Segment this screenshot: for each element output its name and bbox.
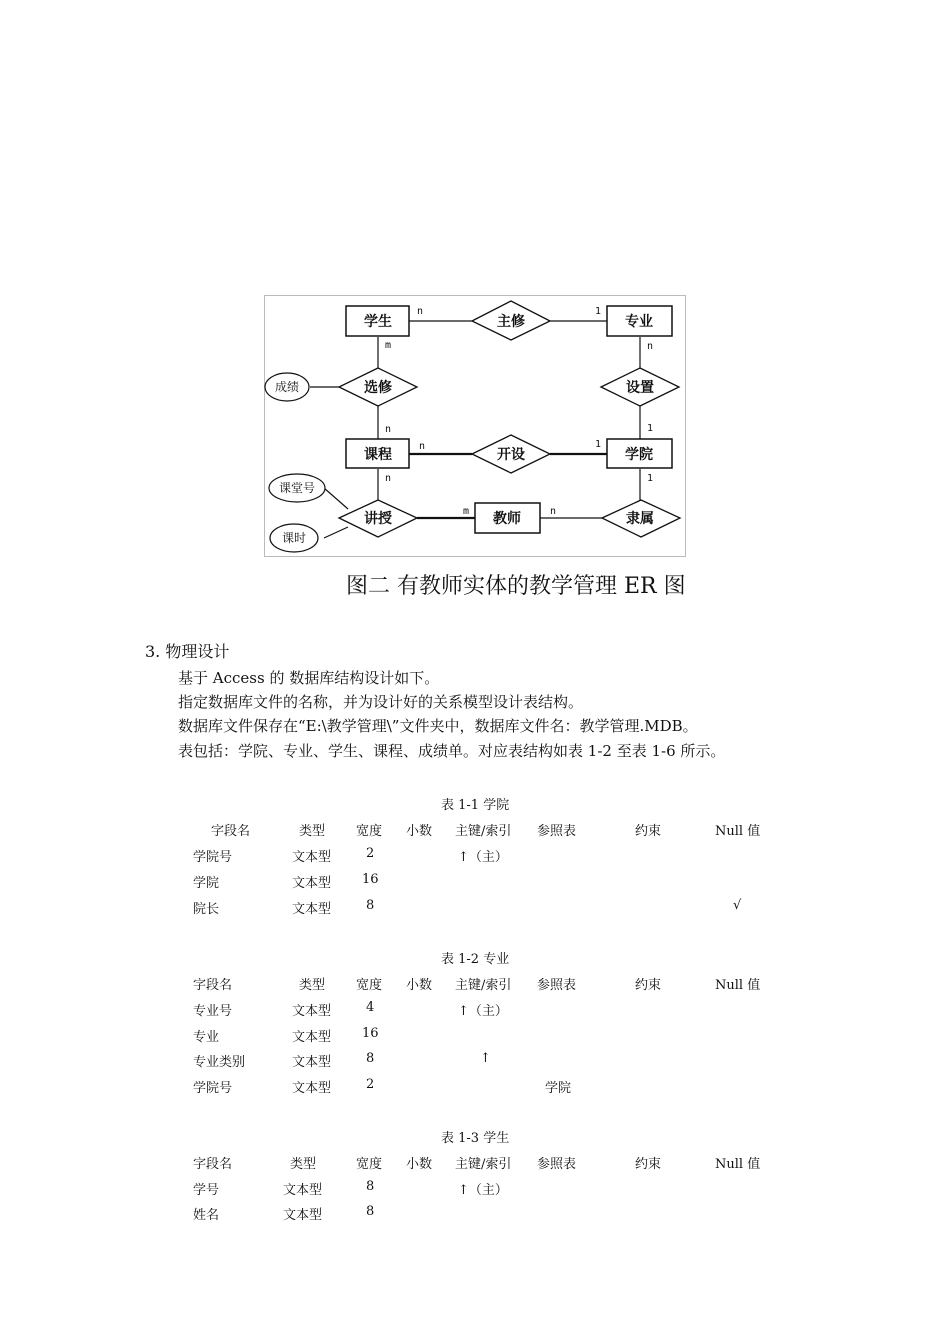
entity-student: [346, 306, 409, 336]
relation-select-label: 选修: [364, 380, 392, 396]
header-cell: 约束: [635, 978, 662, 993]
table-cell: 2: [366, 1077, 375, 1092]
header-cell: Null 值: [715, 1157, 761, 1172]
table-cell: 学号: [193, 1183, 220, 1198]
card-course-teach: n: [385, 473, 392, 484]
attribute-grade-label: 成绩: [274, 380, 300, 394]
entity-college-label: 学院: [625, 447, 653, 463]
table-cell: 8: [366, 1179, 375, 1194]
er-diagram: [264, 295, 686, 557]
table-title: 表 1-1 学院: [441, 798, 510, 813]
table-cell: 文本型: [292, 1030, 332, 1045]
header-cell: Null 值: [715, 824, 761, 839]
table-cell: ↑: [480, 1051, 491, 1066]
table-cell: 学院: [545, 1081, 572, 1096]
paragraph-1: 基于 Access 的 数据库结构设计如下。: [178, 669, 440, 687]
card-student-select: m: [385, 340, 392, 351]
table-cell: 姓名: [193, 1208, 220, 1223]
header-cell: 约束: [635, 824, 662, 839]
table-cell: 8: [366, 898, 375, 913]
section-heading: 3. 物理设计: [145, 642, 230, 661]
header-cell: 宽度: [356, 824, 383, 839]
relation-setup-label: 设置: [626, 380, 654, 396]
table-cell: 学院号: [193, 850, 233, 865]
table-cell: √: [733, 898, 742, 913]
paragraph-2: 指定数据库文件的名称，并为设计好的关系模型设计表结构。: [178, 693, 584, 711]
entity-teacher: [475, 503, 540, 533]
relation-major-in-label: 主修: [497, 314, 525, 330]
header-cell: 字段名: [193, 1157, 233, 1172]
card-teacher-teach: m: [463, 506, 470, 517]
table-cell: 院长: [193, 902, 220, 917]
entity-course: [346, 439, 409, 468]
attribute-class-no-label: 课堂号: [278, 481, 316, 495]
header-cell: 宽度: [356, 1157, 383, 1172]
card-major-setup: n: [647, 341, 654, 352]
table-cell: 专业号: [193, 1004, 233, 1019]
paragraph-3: 数据库文件保存在“E:\教学管理\”文件夹中，数据库文件名：教学管理.MDB。: [178, 717, 698, 735]
attribute-hours: [270, 524, 318, 552]
table-title: 表 1-2 专业: [441, 952, 510, 967]
card-college-belong: 1: [647, 473, 654, 484]
table-cell: 16: [362, 872, 379, 887]
header-cell: 宽度: [356, 978, 383, 993]
table-cell: ↑（主）: [458, 1183, 508, 1198]
header-cell: 小数: [406, 1157, 433, 1172]
card-course-select: n: [385, 424, 392, 435]
table-cell: 文本型: [292, 902, 332, 917]
entity-college: [607, 439, 672, 468]
header-cell: 类型: [290, 1157, 317, 1172]
card-college-setup: 1: [647, 423, 654, 434]
table-cell: 文本型: [292, 1055, 332, 1070]
table-cell: 文本型: [292, 1004, 332, 1019]
header-cell: 参照表: [537, 978, 577, 993]
header-cell: 主键/索引: [455, 978, 512, 993]
table-cell: 16: [362, 1026, 379, 1041]
header-cell: 小数: [406, 824, 433, 839]
header-cell: 参照表: [537, 1157, 577, 1172]
relation-belong-label: 隶属: [626, 511, 654, 527]
table-cell: 文本型: [283, 1208, 323, 1223]
table-cell: 4: [366, 1000, 375, 1015]
header-cell: 主键/索引: [455, 1157, 512, 1172]
card-major-majorin: 1: [595, 306, 602, 317]
header-cell: 主键/索引: [455, 824, 512, 839]
header-cell: Null 值: [715, 978, 761, 993]
table-cell: 文本型: [292, 1081, 332, 1096]
paragraph-4: 表包括：学院、专业、学生、课程、成绩单。对应表结构如表 1-2 至表 1-6 所示。: [178, 742, 726, 760]
header-cell: 小数: [406, 978, 433, 993]
attribute-class-no: [269, 474, 325, 502]
table-cell: 学院: [193, 876, 220, 891]
card-college-offer: 1: [595, 439, 602, 450]
entity-course-label: 课程: [364, 447, 392, 463]
table-cell: 专业: [193, 1030, 220, 1045]
table-cell: 文本型: [292, 850, 332, 865]
header-cell: 类型: [299, 824, 326, 839]
table-cell: 文本型: [292, 876, 332, 891]
table-cell: 专业类别: [193, 1055, 246, 1070]
card-teacher-belong: n: [550, 506, 557, 517]
header-cell: 类型: [299, 978, 326, 993]
header-cell: 参照表: [537, 824, 577, 839]
table-cell: 文本型: [283, 1183, 323, 1198]
card-course-offer: n: [419, 441, 426, 452]
entity-major-label: 专业: [625, 314, 653, 330]
entity-student-label: 学生: [364, 314, 392, 330]
table-cell: 学院号: [193, 1081, 233, 1096]
header-cell: 字段名: [211, 824, 251, 839]
table-cell: ↑（主）: [458, 850, 508, 865]
table-title: 表 1-3 学生: [441, 1131, 510, 1146]
figure-caption: 图二 有教师实体的教学管理 ER 图: [346, 574, 686, 599]
header-cell: 约束: [635, 1157, 662, 1172]
card-student-majorin: n: [417, 306, 424, 317]
entity-teacher-label: 教师: [493, 511, 521, 527]
attribute-grade: [265, 373, 309, 401]
header-cell: 字段名: [193, 978, 233, 993]
table-cell: 8: [366, 1051, 375, 1066]
table-cell: 2: [366, 846, 375, 861]
relation-offer-label: 开设: [497, 447, 525, 463]
relation-teach-label: 讲授: [364, 511, 392, 527]
table-cell: ↑（主）: [458, 1004, 508, 1019]
table-cell: 8: [366, 1204, 375, 1219]
entity-major: [607, 306, 672, 336]
attribute-hours-label: 课时: [281, 531, 307, 545]
